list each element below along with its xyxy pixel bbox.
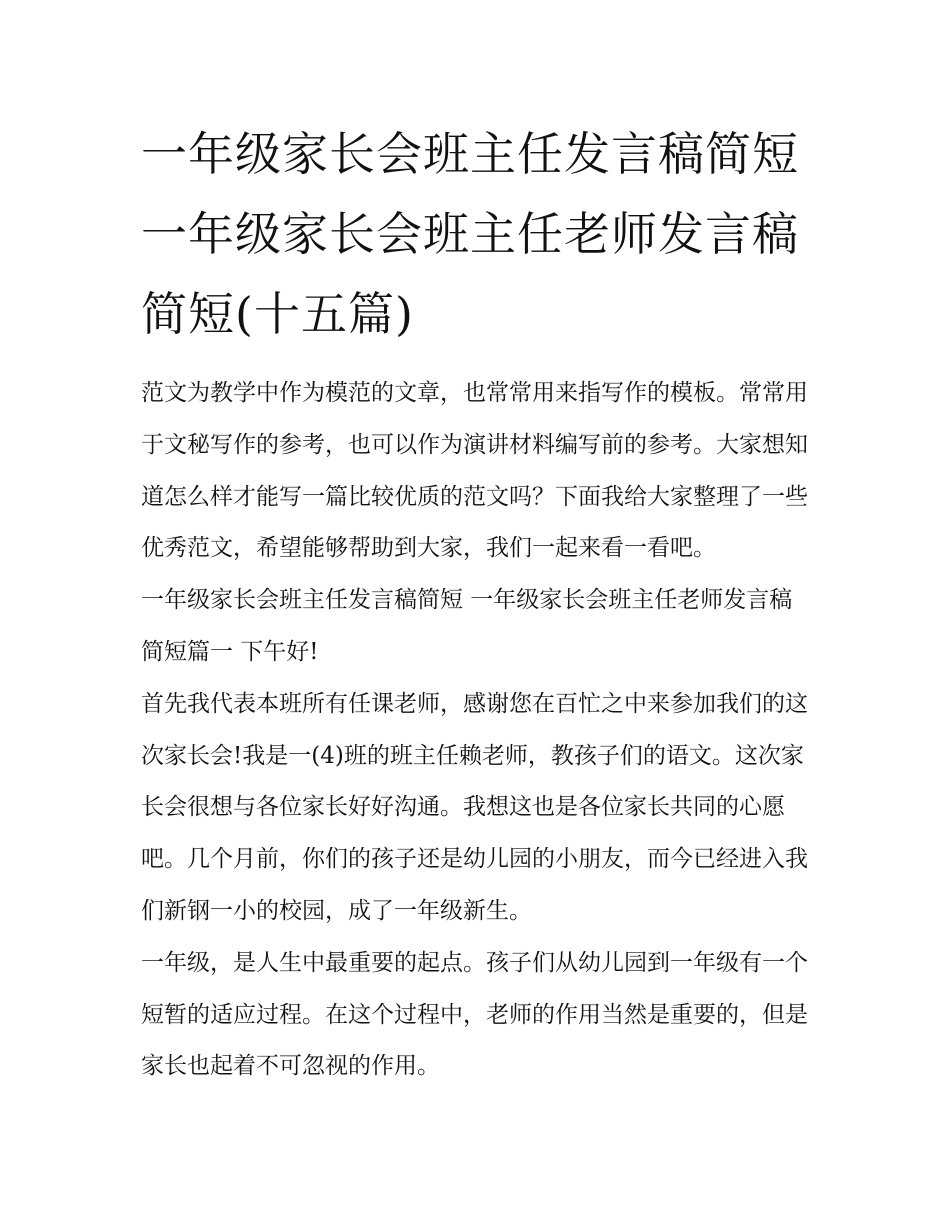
section-heading-paragraph: 一年级家长会班主任发言稿简短 一年级家长会班主任老师发言稿简短篇一 下午好! [141, 587, 793, 665]
body-paragraph-2: 一年级，是人生中最重要的起点。孩子们从幼儿园到一年级有一个短暂的适应过程。在这个过程中，老师的作用当然是重要的，但是家长也起着不可忽视的作用。 [141, 949, 808, 1080]
document-title: 一年级家长会班主任发言稿简短 一年级家长会班主任老师发言稿简短(十五篇) [141, 127, 799, 341]
intro-paragraph: 范文为教学中作为模范的文章，也常常用来指写作的模板。常常用于文秘写作的参考，也可以作为演讲材料编写前的参考。大家想知道怎么样才能写一篇比较优质的范文吗？下面我给大家整理了一些优秀范文，希望能够帮助到大家，我们一起来看一看吧。 [141, 380, 808, 562]
body-paragraph-1: 首先我代表本班所有任课老师，感谢您在百忙之中来参加我们的这次家长会!我是一(4)班的班主任赖老师，教孩子们的语文。这次家长会很想与各位家长好好沟通。我想这也是各位家长共同的心愿吧。几个月前，你们的孩子还是幼儿园的小朋友，而今已经进入我们新钢一小的校园，成了一年级新生。 [141, 690, 808, 924]
